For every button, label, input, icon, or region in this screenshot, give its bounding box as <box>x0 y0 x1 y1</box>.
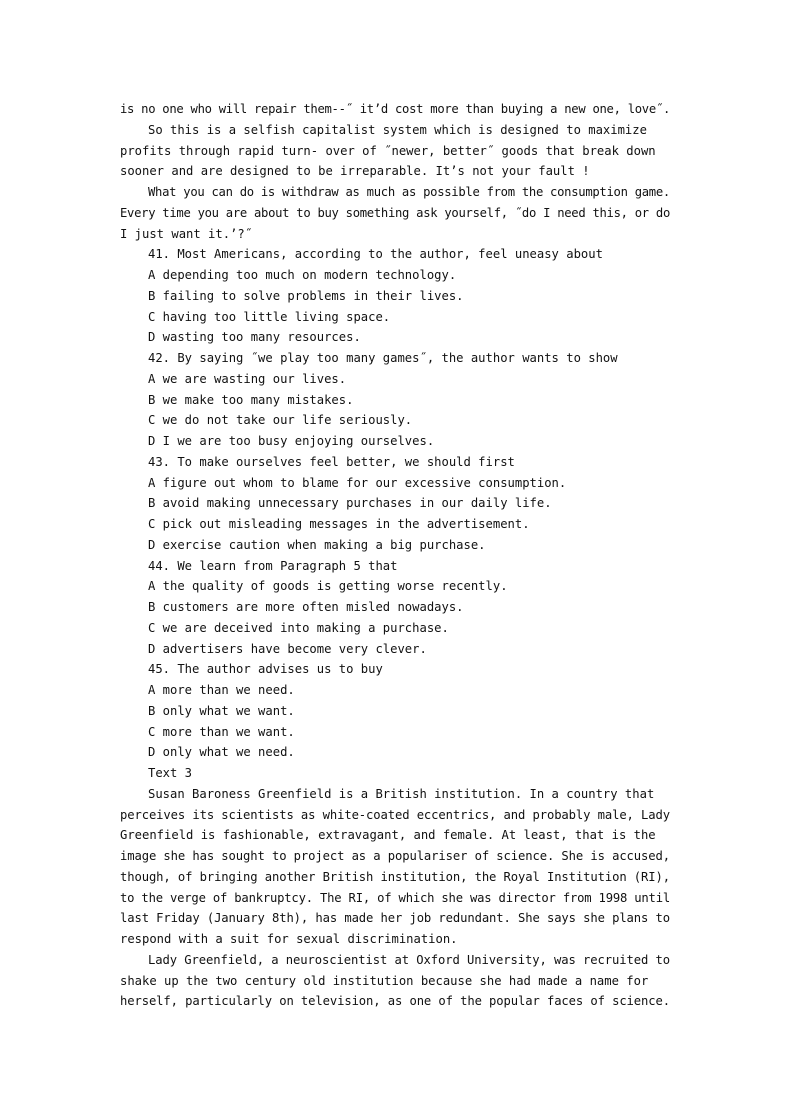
question-stem: 43. To make ourselves feel better, we should first <box>148 454 515 469</box>
passage-line: Lady Greenfield, a neuroscientist at Oxford University, was recruited to <box>148 952 670 967</box>
question-44 <box>120 556 670 660</box>
answer-option: C we do not take our life seriously. <box>148 413 413 428</box>
passage-line: is no one who will repair them--˝ it’d cost more than buying a new one, love˝. <box>120 102 671 116</box>
answer-option: A depending too much on modern technology. <box>148 268 457 282</box>
passage-line: Susan Baroness Greenfield is a British institution. In a country that <box>148 786 655 801</box>
passage-line: I just want it.’?˝ <box>120 226 253 241</box>
answer-option: C having too little living space. <box>148 309 391 324</box>
answer-option: B only what we want. <box>148 703 295 718</box>
answer-option: A the quality of goods is getting worse recently. <box>148 579 508 594</box>
question-stem: 42. By saying ˝we play too many games˝, the author wants to show <box>148 351 618 365</box>
passage-line: Every time you are about to buy something ask yourself, ˝do I need this, or do <box>120 205 671 220</box>
answer-option: A more than we need. <box>148 683 295 697</box>
question-45 <box>120 659 670 763</box>
answer-option: D only what we need. <box>148 745 295 760</box>
passage-line: profits through rapid turn- over of ˝newer, better˝ goods that break down <box>120 143 656 158</box>
answer-option: A figure out whom to blame for our excessive consumption. <box>148 475 567 490</box>
answer-option: D exercise caution when making a big purchase. <box>148 537 486 552</box>
passage-line: What you can do is withdraw as much as possible from the consumption game. <box>148 185 670 199</box>
passage-line: So this is a selfish capitalist system which is designed to maximize <box>148 122 647 137</box>
answer-option: B we make too many mistakes. <box>148 392 354 407</box>
question-stem: 41. Most Americans, according to the author, feel uneasy about <box>148 247 603 262</box>
answer-option: B failing to solve problems in their lives. <box>148 288 464 303</box>
text3-passage <box>120 784 670 1012</box>
question-stem: 44. We learn from Paragraph 5 that <box>148 558 398 573</box>
answer-option: D advertisers have become very clever. <box>148 641 427 656</box>
question-41 <box>120 244 670 348</box>
passage-section <box>120 99 670 244</box>
answer-option: C pick out misleading messages in the advertisement. <box>148 517 530 531</box>
passage-line: herself, particularly on television, as one of the popular faces of science. <box>120 994 670 1009</box>
answer-option: D wasting too many resources. <box>148 330 361 345</box>
passage-line: sooner and are designed to be irreparable. It’s not your fault ! <box>120 164 590 179</box>
answer-option: A we are wasting our lives. <box>148 371 347 386</box>
question-stem: 45. The author advises us to buy <box>148 662 383 677</box>
section-heading: Text 3 <box>148 766 193 780</box>
question-42 <box>120 348 670 452</box>
answer-option: D I we are too busy enjoying ourselves. <box>148 434 435 448</box>
answer-option: B avoid making unnecessary purchases in our daily life. <box>148 496 552 511</box>
answer-option: C we are deceived into making a purchase. <box>148 620 449 635</box>
answer-option: B customers are more often misled nowadays. <box>148 600 464 614</box>
passage-line: to the verge of bankruptcy. The RI, of which she was director from 1998 until <box>120 890 670 905</box>
question-43 <box>120 452 670 556</box>
passage-line: image she has sought to project as a populariser of science. She is accused, <box>120 849 670 863</box>
passage-line: last Friday (January 8th), has made her job redundant. She says she plans to <box>120 911 670 926</box>
document-page <box>120 99 670 1012</box>
answer-option: C more than we want. <box>148 724 295 739</box>
passage-line: perceives its scientists as white-coated eccentrics, and probably male, Lady <box>120 807 670 822</box>
passage-line: Greenfield is fashionable, extravagant, and female. At least, that is the <box>120 828 656 843</box>
passage-line: though, of bringing another British institution, the Royal Institution (RI), <box>120 869 670 884</box>
passage-line: shake up the two century old institution because she had made a name for <box>120 973 649 988</box>
passage-line: respond with a suit for sexual discrimination. <box>120 932 458 946</box>
